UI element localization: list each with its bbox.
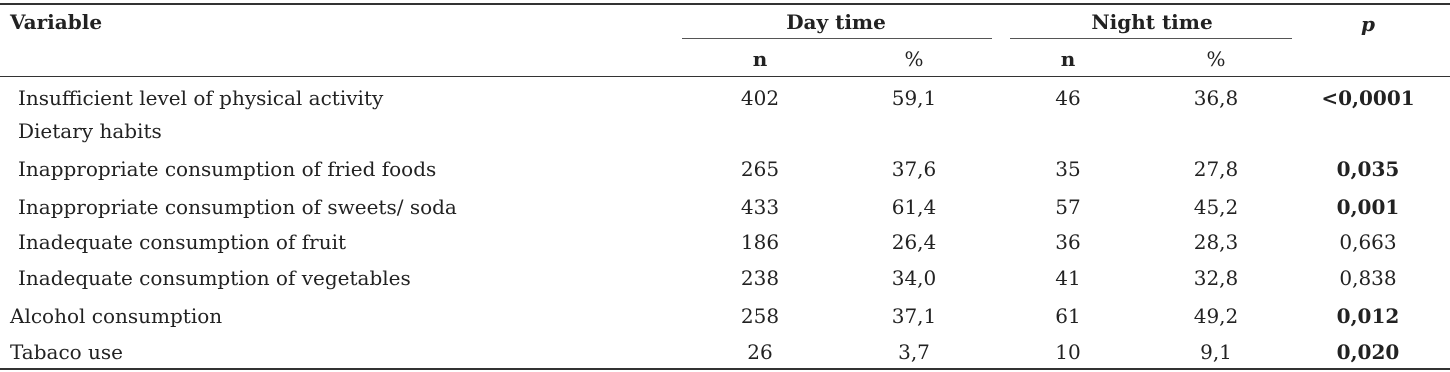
bottom-rule	[0, 368, 1450, 370]
cell-night-n: 35	[1055, 157, 1081, 181]
header-night-pct: %	[1206, 47, 1226, 71]
cell-p: 0,838	[1339, 266, 1397, 290]
night-time-underline	[1010, 38, 1292, 39]
header-day-time: Day time	[786, 10, 886, 34]
cell-day-pct: 34,0	[891, 266, 937, 290]
cell-night-pct: 32,8	[1193, 266, 1239, 290]
row-label: Alcohol consumption	[10, 304, 223, 328]
cell-night-n: 57	[1055, 195, 1081, 219]
cell-day-pct: 61,4	[891, 195, 937, 219]
cell-day-pct: 37,1	[891, 304, 937, 328]
cell-p: 0,035	[1336, 157, 1400, 181]
row-label: Inappropriate consumption of fried foods	[18, 157, 437, 181]
row-label: Inadequate consumption of vegetables	[18, 266, 411, 290]
cell-night-pct: 49,2	[1193, 304, 1239, 328]
header-night-n: n	[1060, 47, 1076, 71]
header-p: p	[1361, 12, 1375, 36]
cell-night-n: 10	[1055, 340, 1081, 364]
cell-p: 0,020	[1336, 340, 1400, 364]
top-rule	[0, 3, 1450, 5]
cell-p: 0,012	[1336, 304, 1400, 328]
cell-night-n: 36	[1055, 230, 1081, 254]
cell-day-n: 258	[740, 304, 780, 328]
cell-night-n: 46	[1055, 86, 1081, 110]
cell-day-pct: 3,7	[898, 340, 930, 364]
cell-day-n: 433	[740, 195, 780, 219]
header-rule	[0, 76, 1450, 77]
cell-night-n: 41	[1055, 266, 1081, 290]
cell-day-n: 265	[740, 157, 780, 181]
cell-day-n: 26	[747, 340, 773, 364]
cell-p: <0,0001	[1321, 86, 1415, 110]
header-day-pct: %	[904, 47, 924, 71]
cell-p: 0,001	[1336, 195, 1400, 219]
row-label: Insufficient level of physical activity	[18, 86, 384, 110]
row-label: Inadequate consumption of fruit	[18, 230, 347, 254]
cell-day-n: 238	[740, 266, 780, 290]
row-label: Dietary habits	[18, 119, 162, 143]
cell-night-pct: 28,3	[1193, 230, 1239, 254]
cell-night-pct: 27,8	[1193, 157, 1239, 181]
header-night-time: Night time	[1091, 10, 1213, 34]
cell-night-pct: 45,2	[1193, 195, 1239, 219]
cell-p: 0,663	[1339, 230, 1397, 254]
day-time-underline	[682, 38, 992, 39]
cell-night-pct: 36,8	[1193, 86, 1239, 110]
row-label: Tabaco use	[10, 340, 124, 364]
cell-night-pct: 9,1	[1200, 340, 1232, 364]
cell-day-pct: 37,6	[891, 157, 937, 181]
cell-day-pct: 59,1	[891, 86, 937, 110]
header-day-n: n	[752, 47, 768, 71]
row-label: Inappropriate consumption of sweets/ soda	[18, 195, 457, 219]
header-variable: Variable	[10, 10, 103, 34]
cell-day-pct: 26,4	[891, 230, 937, 254]
cell-night-n: 61	[1055, 304, 1081, 328]
cell-day-n: 186	[740, 230, 780, 254]
cell-day-n: 402	[740, 86, 780, 110]
